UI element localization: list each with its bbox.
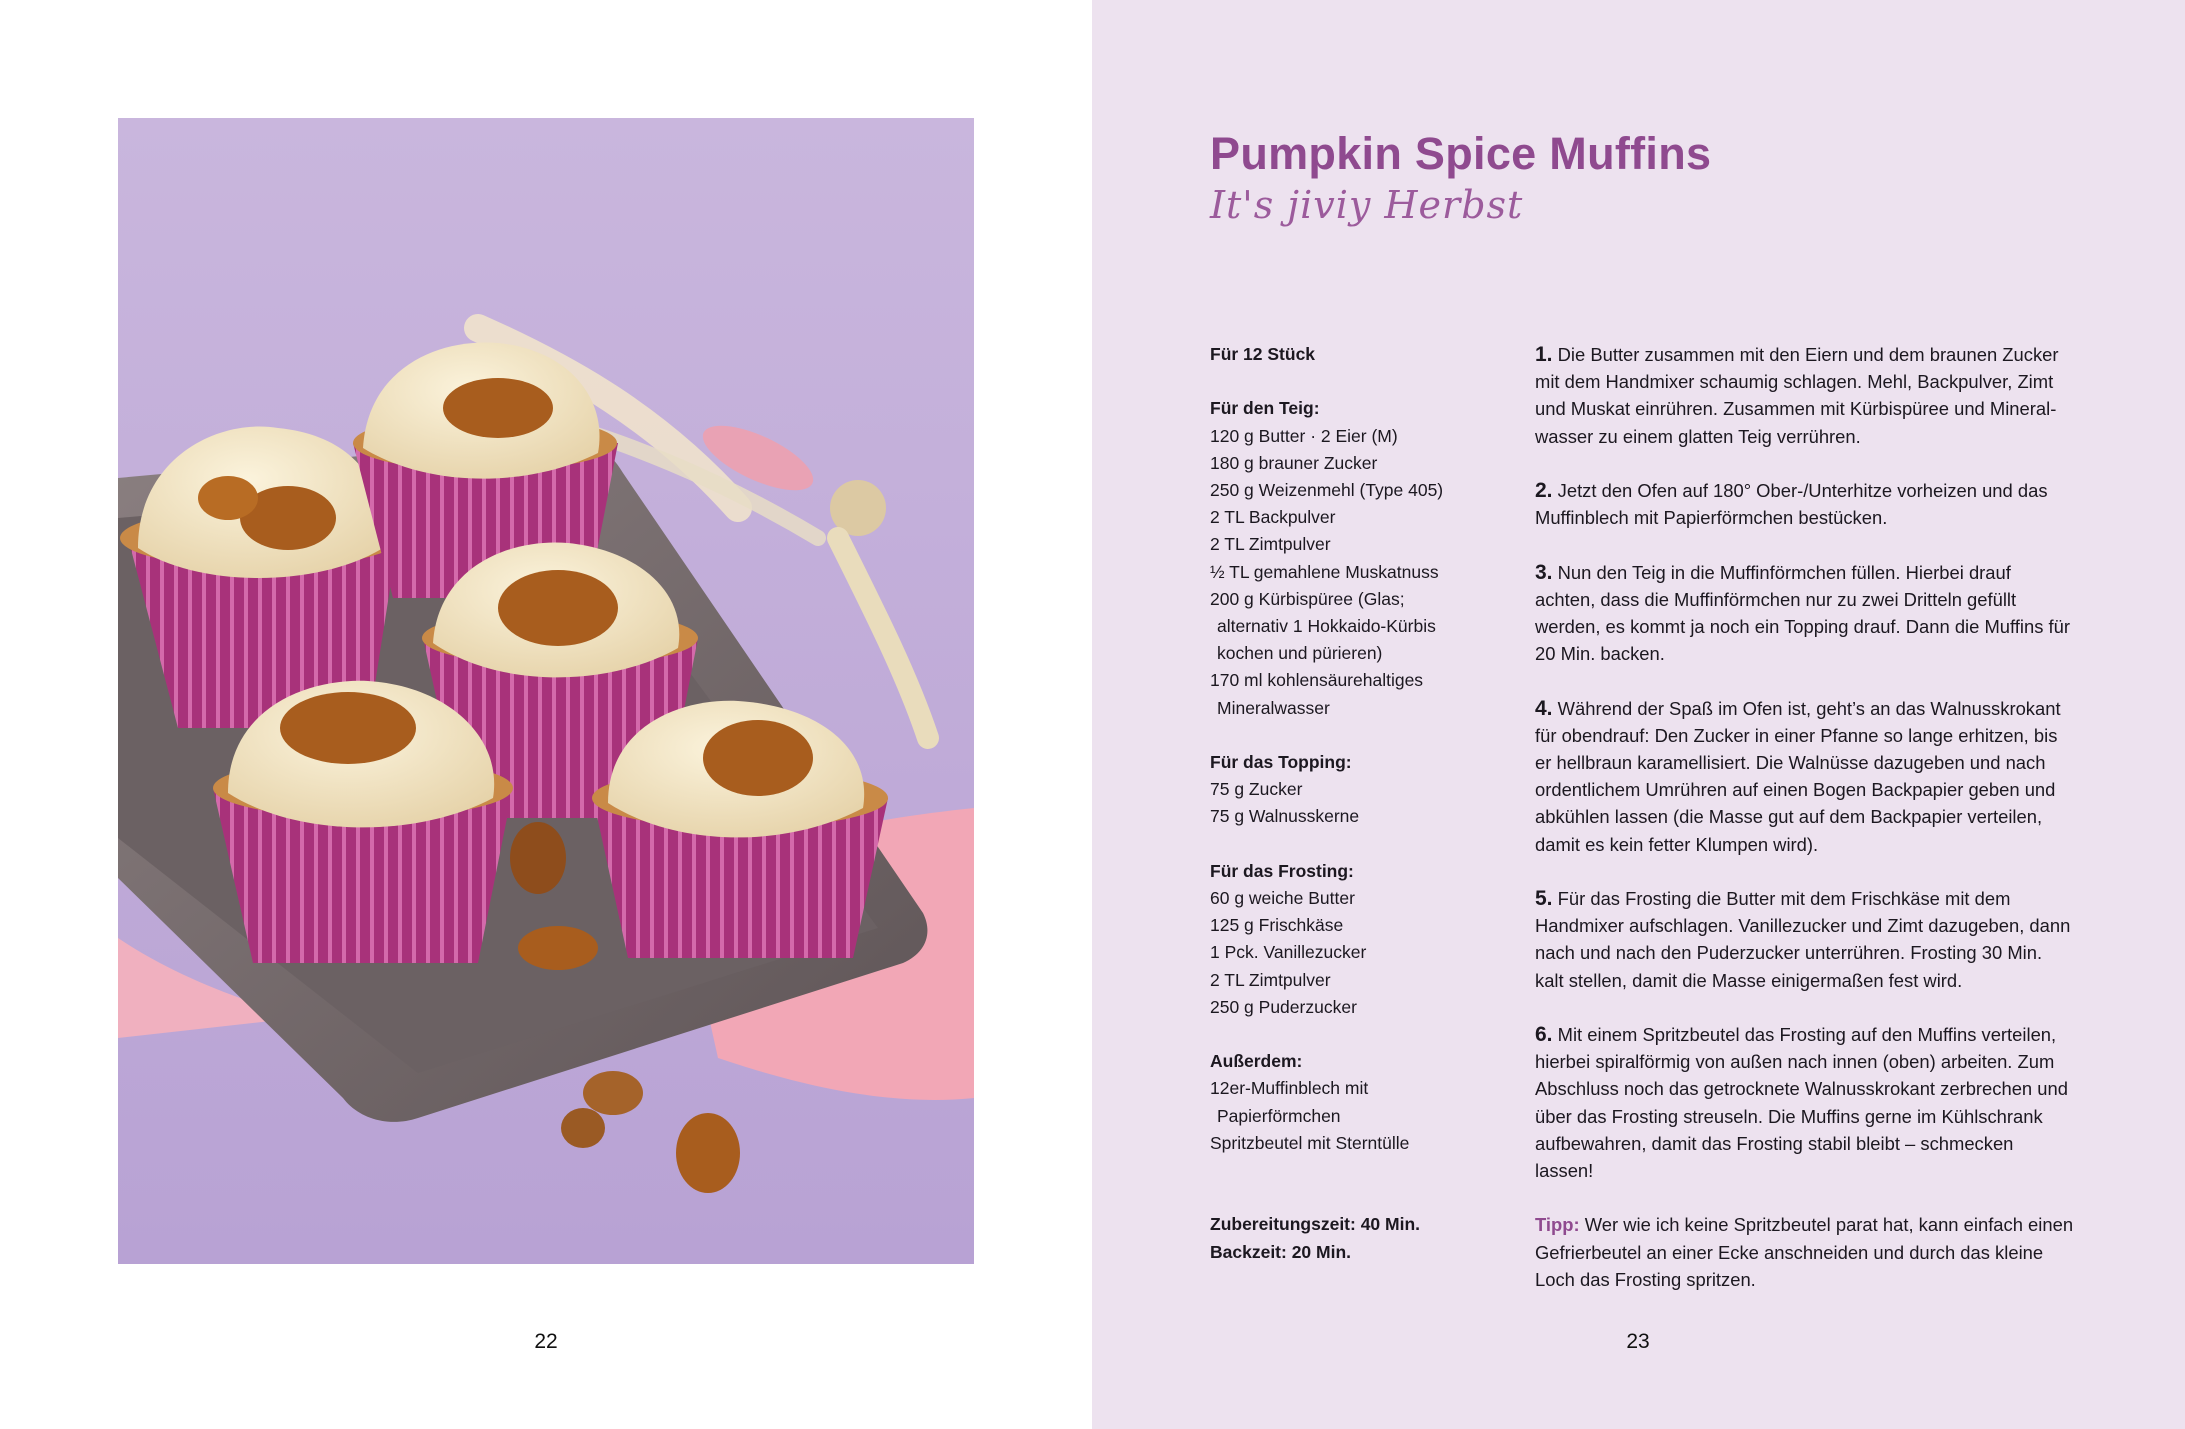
recipe-title: Pumpkin Spice Muffins <box>1210 128 1712 179</box>
tip-label: Tipp: <box>1535 1214 1580 1236</box>
servings: Für 12 Stück <box>1210 344 1316 364</box>
step-text: Mit einem Spritzbeutel das Frosting auf den Muffins verteilen, hierbei spiralförmig von außen nach innen (oben) arbeiten. Zum Abschluss noch das getrocknete Walnusskrokant zerbrechen und über das Frosting streuseln. Die Muffins gerne im Kühlschrank aufbewahren, damit das Frosting stabil bleibt – schmecken lassen! <box>1535 1024 2068 1182</box>
bake-time: Backzeit: 20 Min. <box>1210 1241 1352 1262</box>
ingredient-item: 75 g Walnusskerne <box>1210 806 1360 827</box>
step-number: 5. <box>1535 887 1553 910</box>
ingredient-item: 250 g Weizenmehl (Type 405) <box>1210 480 1444 500</box>
muffins-photo <box>118 118 974 1264</box>
ingredient-item: 1 Pck. Vanillezucker <box>1210 942 1367 963</box>
ingredient-item: kochen und pürieren) <box>1217 643 1383 664</box>
step-text: Jetzt den Ofen auf 180° Ober-/Unterhitze vorheizen und das Muffinblech mit Papierförmchen bestücken. <box>1535 480 2048 529</box>
prep-time: Zubereitungszeit: 40 Min. <box>1210 1214 1421 1235</box>
ingredient-item: 125 g Frischkäse <box>1210 915 1344 936</box>
ingredient-item: 120 g Butter · 2 Eier (M) <box>1210 425 1398 446</box>
step-5 <box>1535 885 2075 994</box>
step-text: Die Butter zusammen mit den Eiern und dem braunen Zucker mit dem Handmixer schaumig schlagen. Mehl, Backpulver, Zimt und Muskat einrühren. Zusammen mit Kürbispüree und Mineralwasser zu einem glatten Teig verrühren. <box>1535 344 2059 447</box>
step-4 <box>1535 695 2075 858</box>
topping-heading: Für das Topping: <box>1210 752 1352 773</box>
ingredient-item: 2 TL Zimtpulver <box>1210 969 1331 990</box>
step-6 <box>1535 1021 2075 1184</box>
step-2 <box>1535 477 2075 531</box>
step-number: 6. <box>1535 1023 1553 1046</box>
ingredient-item: 12er-Muffinblech mit <box>1210 1078 1369 1099</box>
step-1 <box>1535 341 2075 450</box>
ingredient-item: 75 g Zucker <box>1210 779 1303 800</box>
page-number-right: 23 <box>1626 1330 1650 1353</box>
recipe-subtitle: It's jiviy Herbst <box>1210 183 1524 227</box>
muffins-illustration <box>118 118 974 1264</box>
ingredient-item: Mineralwasser <box>1217 697 1330 718</box>
ingredient-item: Papierförmchen <box>1217 1105 1341 1126</box>
dough-heading: Für den Teig: <box>1210 398 1320 419</box>
ingredient-item: Spritzbeutel mit Sterntülle <box>1210 1132 1410 1153</box>
left-page <box>0 0 1092 1429</box>
step-text: Für das Frosting die Butter mit dem Frischkäse mit dem Handmixer aufschlagen. Vanillezucker und Zimt dazugeben, dann nach und nach den Puderzucker unterrühren. Frosting 30 Min. kalt stellen, damit die Masse einigermaßen fest wird. <box>1535 888 2071 991</box>
ingredient-item: 250 g Puderzucker <box>1210 996 1357 1017</box>
muffin-bottom-left <box>213 681 513 963</box>
tip-text: Wer wie ich keine Spritzbeutel parat hat, kann einfach einen Gefrierbeutel an einer Ecke anschneiden und durch das kleine Loch das Frosting spritzen. <box>1535 1214 2074 1290</box>
ingredient-item: 200 g Kürbispüree (Glas; <box>1210 588 1405 609</box>
step-number: 4. <box>1535 696 1553 720</box>
ingredient-item: 170 ml kohlensäurehaltiges <box>1210 670 1424 691</box>
step-text: Nun den Teig in die Muffinförmchen füllen. Hierbei drauf achten, dass die Muffinförmchen nur zu zwei Dritteln gefüllt werden, es kommt ja noch ein Topping drauf. Dann die Muffins für 20 Min. backen. <box>1535 561 2070 665</box>
step-3 <box>1535 559 2075 668</box>
extra-heading: Außerdem: <box>1210 1051 1303 1072</box>
ingredient-item: 60 g weiche Butter <box>1210 888 1355 909</box>
frosting-heading: Für das Frosting: <box>1210 860 1354 881</box>
tip <box>1535 1211 2075 1293</box>
ingredient-item: 2 TL Backpulver <box>1210 507 1336 528</box>
ingredient-item: 2 TL Zimtpulver <box>1210 534 1331 555</box>
ingredient-item: 180 g brauner Zucker <box>1210 452 1378 473</box>
step-number: 1. <box>1535 343 1553 366</box>
step-number: 2. <box>1535 479 1553 502</box>
ingredient-item: ½ TL gemahlene Muskatnuss <box>1210 561 1439 582</box>
ingredients-list <box>1210 341 1500 1266</box>
step-number: 3. <box>1535 560 1553 584</box>
step-text: Während der Spaß im Ofen ist, geht’s an das Walnusskrokant für obendrauf: Den Zucker in einer Pfanne so lange erhitzen, bis er hellbraun karamellisiert. Die Walnüsse dazugeben und nach ordentlichem Umrühren auf einen Bogen Backpapier geben und abkühlen lassen (die Masse gut auf dem Backpapier verteilen, damit es kein fetter Klumpen wird). <box>1535 697 2061 855</box>
page-number-left: 22 <box>534 1330 558 1353</box>
instructions <box>1535 341 2075 1320</box>
ingredient-item: alternativ 1 Hokkaido-Kürbis <box>1217 616 1436 637</box>
